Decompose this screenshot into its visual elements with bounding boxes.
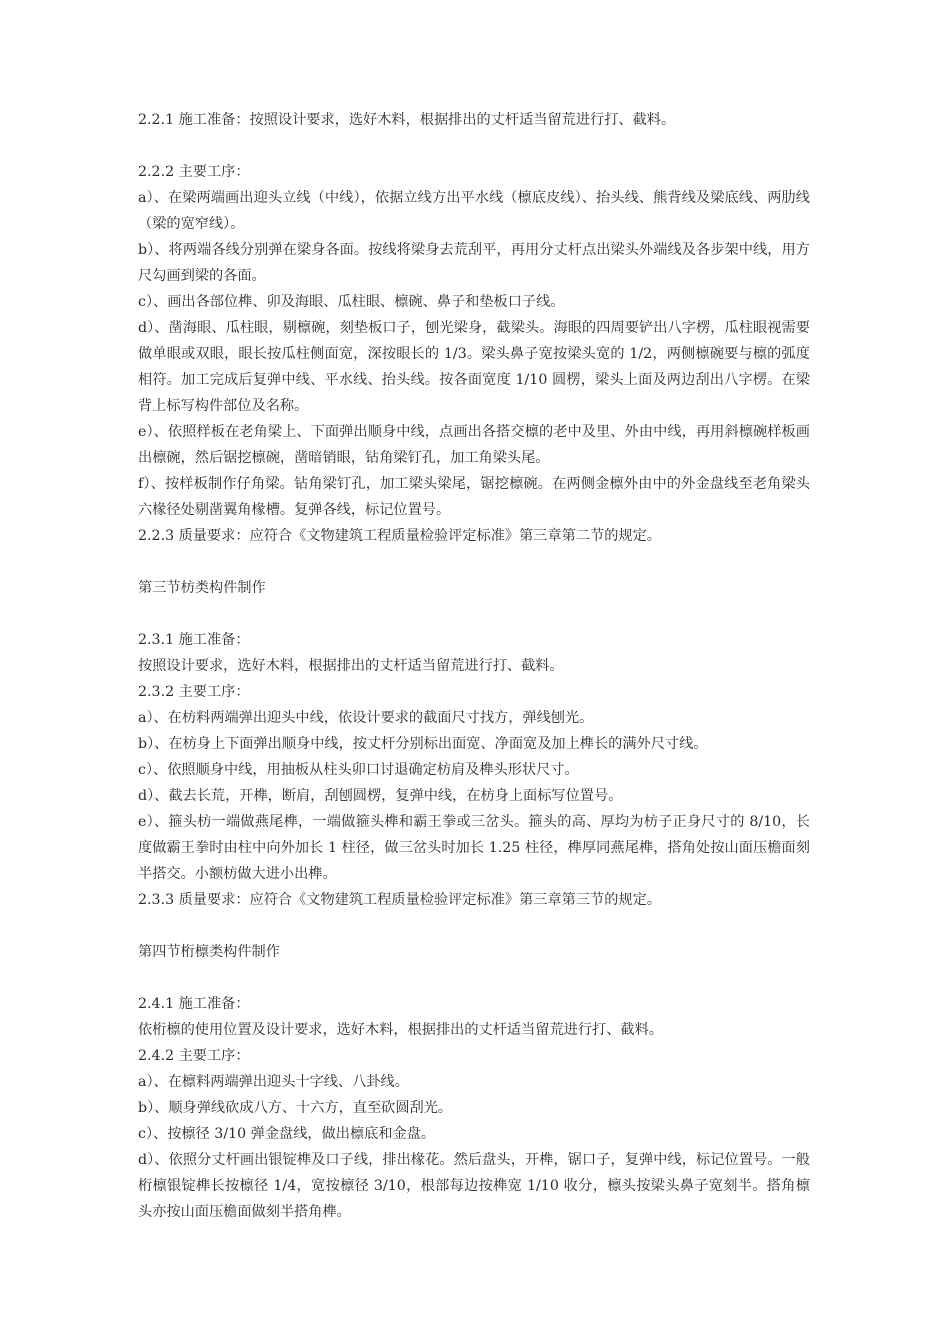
document-page — [138, 107, 810, 1225]
step-242-b: b）、顺身弹线砍成八方、十六方，直至砍圆刮光。 — [138, 1100, 453, 1116]
section-3-heading: 第三节枋类构件制作 — [138, 580, 266, 596]
step-222-b: b）、将两端各线分别弹在梁身各面。按线将梁身去荒刮平，再用分丈杆点出梁头外端线及各步架中线，用方尺勾画到梁的各面。 — [138, 242, 810, 284]
step-222-c: c）、画出各部位榫、卯及海眼、瓜柱眼、檩碗、鼻子和垫板口子线。 — [138, 294, 565, 310]
para-221: 2.2.1 施工准备：按照设计要求，选好木料，根据排出的丈杆适当留荒进行打、截料。 — [138, 112, 676, 128]
step-222-e: e）、依照样板在老角梁上、下面弹出顺身中线，点画出各搭交檩的老中及里、外由中线，再用斜檩碗样板画出檩碗，然后锯挖檩碗，凿暗销眼，钻角梁钉孔，加工角梁头尾。 — [138, 424, 810, 466]
para-241: 2.4.1 施工准备： — [138, 996, 250, 1012]
step-222-d: d）、凿海眼、瓜柱眼，剔檩碗，刻垫板口子，刨光梁身，截梁头。海眼的四周要铲出八字楞，瓜柱眼视需要做单眼或双眼，眼长按瓜柱侧面宽，深按眼长的 1/3。梁头鼻子宽按梁头宽的 1/2，两侧檩碗要与檩的弧度相符。加工完成后复弹中线、平水线、抬头线。按各面宽度 1/10 圆楞，梁头上面及两边刮出八字楞。在梁背上标写构件部位及名称。 — [138, 320, 810, 414]
step-232-b: b）、在枋身上下面弹出顺身中线，按丈杆分别标出面宽、净面宽及加上榫长的满外尺寸线。 — [138, 736, 708, 752]
step-232-e: e）、箍头枋一端做燕尾榫，一端做箍头榫和霸王拳或三岔头。箍头的高、厚均为枋子正身尺寸的 8/10，长度做霸王拳时由柱中向外加长 1 柱径，做三岔头时加长 1.25 柱径，榫厚同燕尾榫，搭角处按山面压檐面刻半搭交。小额枋做大进小出榫。 — [138, 814, 810, 882]
para-232: 2.3.2 主要工序： — [138, 684, 250, 700]
para-222: 2.2.2 主要工序： — [138, 164, 250, 180]
step-242-a: a）、在檩料两端弹出迎头十字线、八卦线。 — [138, 1074, 409, 1090]
step-232-a: a）、在枋料两端弹出迎头中线，依设计要求的截面尺寸找方，弹线刨光。 — [138, 710, 594, 726]
para-231-body: 按照设计要求，选好木料，根据排出的丈杆适当留荒进行打、截料。 — [138, 658, 564, 674]
step-242-d: d）、依照分丈杆画出银锭榫及口子线，排出椽花。然后盘头，开榫，锯口子，复弹中线，标记位置号。一般桁檩银锭榫长按檩径 1/4，宽按檩径 3/10，根部每边按榫宽 1/10 收分，檩头按梁头鼻子宽刻半。搭角檩头亦按山面压檐面做刻半搭角榫。 — [138, 1152, 810, 1220]
step-222-f: f）、按样板制作仔角梁。钻角梁钉孔，加工梁头梁尾，锯挖檩碗。在两侧金檩外由中的外金盘线至老角梁头六椽径处剔凿翼角椽槽。复弹各线，标记位置号。 — [138, 476, 810, 518]
para-223: 2.2.3 质量要求：应符合《文物建筑工程质量检验评定标准》第三章第二节的规定。 — [138, 528, 661, 544]
para-241-body: 依桁檩的使用位置及设计要求，选好木料，根据排出的丈杆适当留荒进行打、截料。 — [138, 1022, 663, 1038]
para-231: 2.3.1 施工准备： — [138, 632, 250, 648]
step-232-c: c）、依照顺身中线，用抽板从柱头卯口讨退确定枋肩及榫头形状尺寸。 — [138, 762, 579, 778]
para-242: 2.4.2 主要工序： — [138, 1048, 250, 1064]
step-222-a: a）、在梁两端画出迎头立线（中线），依据立线方出平水线（檩底皮线）、抬头线、熊背线及梁底线、两肋线（梁的宽窄线）。 — [138, 190, 810, 232]
step-242-c: c）、按檩径 3/10 弹金盘线，做出檩底和金盘。 — [138, 1126, 436, 1142]
para-233: 2.3.3 质量要求：应符合《文物建筑工程质量检验评定标准》第三章第三节的规定。 — [138, 892, 661, 908]
step-232-d: d）、截去长荒，开榫，断肩，刮刨圆楞，复弹中线，在枋身上面标写位置号。 — [138, 788, 623, 804]
section-4-heading: 第四节桁檩类构件制作 — [138, 944, 280, 960]
